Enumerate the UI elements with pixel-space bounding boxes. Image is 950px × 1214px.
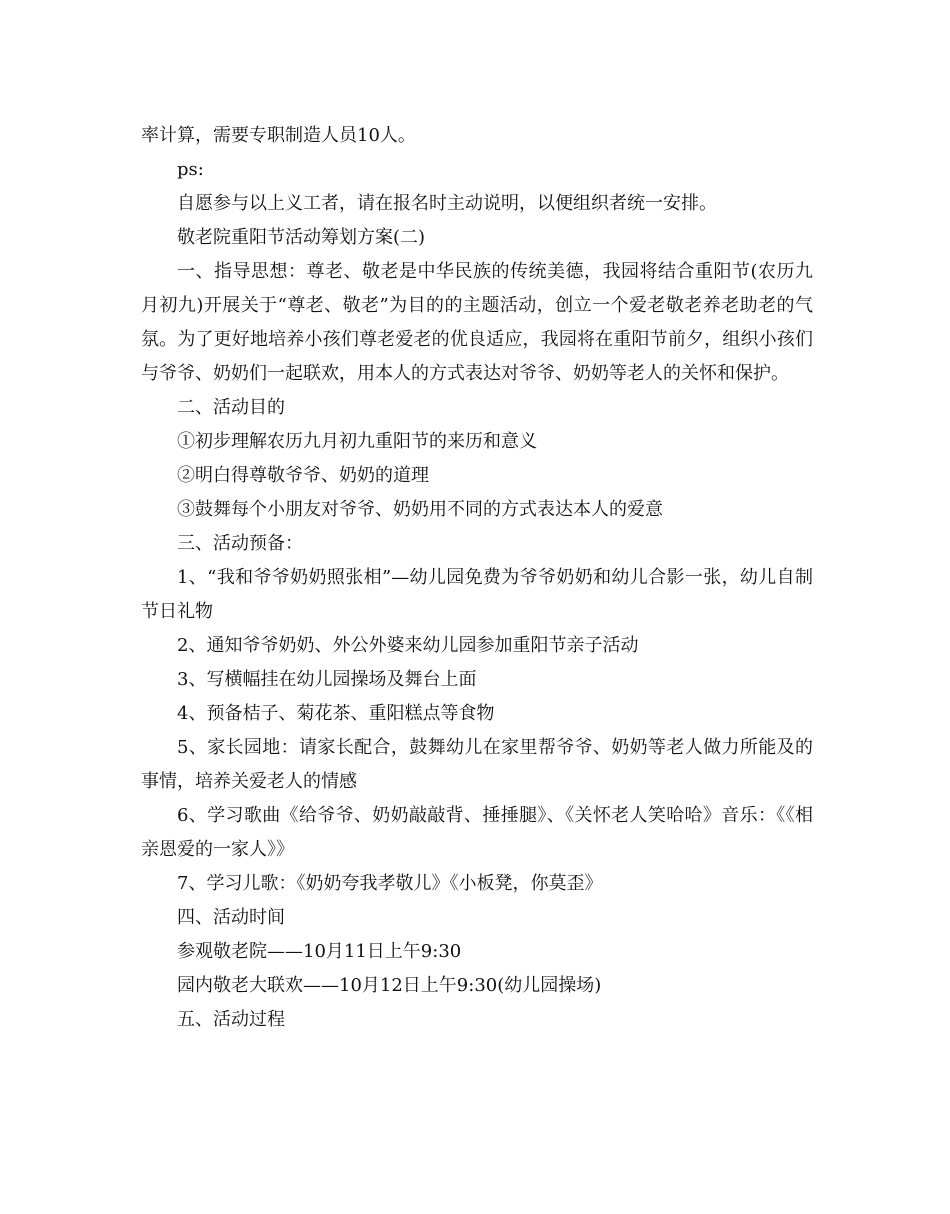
paragraph-continuation: 率计算，需要专职制造人员10人。 (141, 125, 416, 146)
preparation-item-4: 4、预备桔子、菊花茶、重阳糕点等食物 (177, 703, 495, 724)
preparation-item-5: 5、家长园地：请家长配合，鼓舞幼儿在家里帮爷爷、奶奶等老人做力所能及的事情，培养关爱老人的情感 (141, 737, 813, 792)
heading-activity-process: 五、活动过程 (177, 1009, 285, 1030)
paragraph-ps: ps: (177, 159, 204, 180)
section-title: 敬老院重阳节活动筹划方案(二) (177, 227, 426, 248)
heading-activity-time: 四、活动时间 (177, 907, 285, 928)
preparation-item-2: 2、通知爷爷奶奶、外公外婆来幼儿园参加重阳节亲子活动 (177, 635, 639, 656)
time-item-party: 园内敬老大联欢——10月12日上午9:30(幼儿园操场) (177, 975, 602, 996)
purpose-item-2: ②明白得尊敬爷爷、奶奶的道理 (177, 465, 429, 486)
paragraph-guiding-idea: 一、指导思想：尊老、敬老是中华民族的传统美德，我园将结合重阳节(农历九月初九)开展关于“尊老、敬老”为目的的主题活动，创立一个爱老敬老养老助老的气氛。为了更好地培养小孩们尊老爱老的优良适应，我园将在重阳节前夕，组织小孩们与爷爷、奶奶们一起联欢，用本人的方式表达对爷爷、奶奶等老人的关怀和保护。 (141, 261, 813, 384)
paragraph-volunteer-note: 自愿参与以上义工者，请在报名时主动说明，以便组织者统一安排。 (177, 193, 717, 214)
purpose-item-3: ③鼓舞每个小朋友对爷爷、奶奶用不同的方式表达本人的爱意 (177, 499, 663, 520)
preparation-item-1: 1、“我和爷爷奶奶照张相”—幼儿园免费为爷爷奶奶和幼儿合影一张，幼儿自制节日礼物 (141, 567, 813, 622)
preparation-item-7: 7、学习儿歌：《奶奶夸我孝敬儿》《小板凳，你莫歪》 (177, 873, 603, 894)
heading-activity-preparation: 三、活动预备： (177, 533, 303, 554)
time-item-visit: 参观敬老院——10月11日上午9:30 (177, 941, 462, 962)
document-body (141, 119, 813, 1037)
preparation-item-3: 3、写横幅挂在幼儿园操场及舞台上面 (177, 669, 477, 690)
preparation-item-6: 6、学习歌曲《给爷爷、奶奶敲敲背、捶捶腿》、《关怀老人笑哈哈》音乐：《《相亲恩爱的一家人》》 (141, 805, 813, 860)
purpose-item-1: ①初步理解农历九月初九重阳节的来历和意义 (177, 431, 537, 452)
heading-activity-purpose: 二、活动目的 (177, 397, 285, 418)
